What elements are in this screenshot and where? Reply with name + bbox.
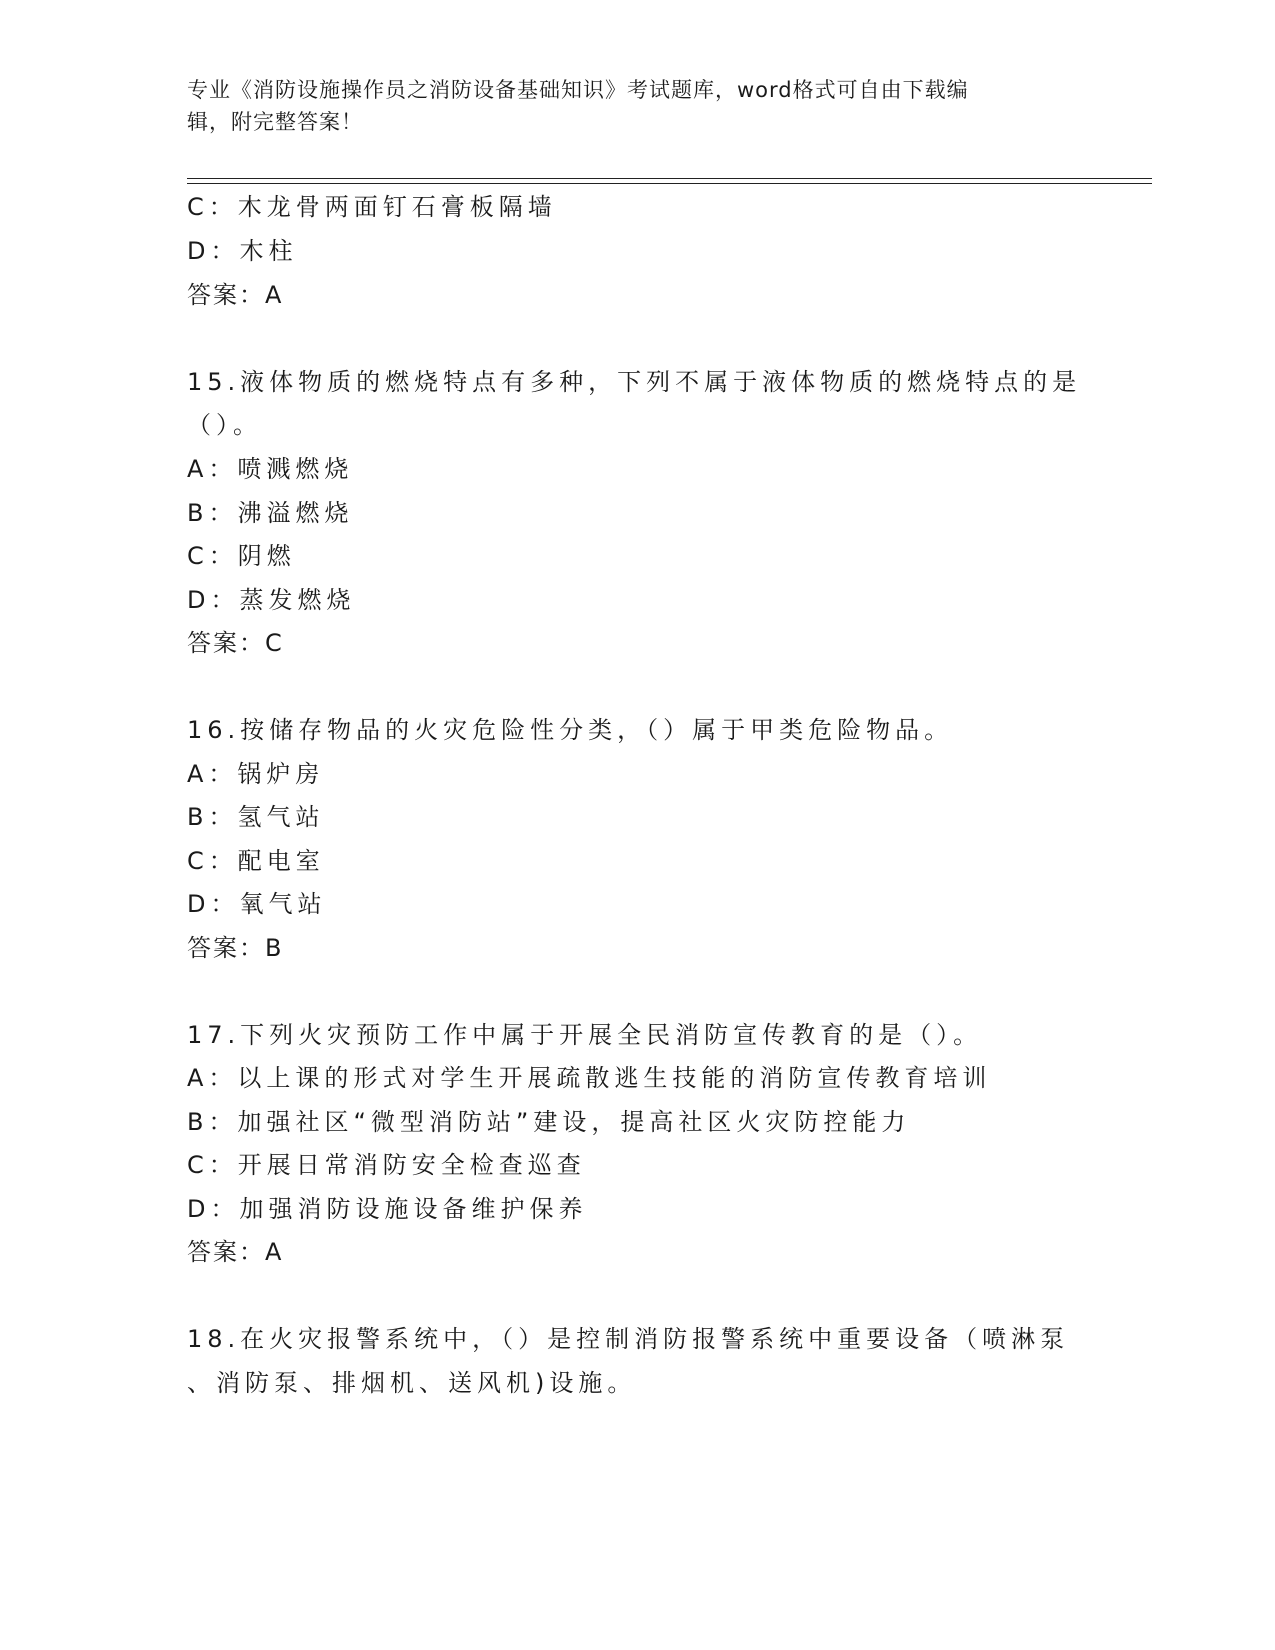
- header-line-1: 专业《消防设施操作员之消防设备基础知识》考试题库，word格式可自由下载编: [187, 78, 969, 102]
- q18-stem-line-1: 18.在火灾报警系统中，（）是控制消防报警系统中重要设备（喷淋泵: [187, 1325, 1070, 1353]
- q16-option-c: C：配电室: [187, 847, 325, 875]
- prev-answer: 答案：A: [187, 281, 284, 309]
- page-header: [187, 74, 1087, 138]
- q18-stem-line-2: 、消防泵、排烟机、送风机)设施。: [187, 1369, 637, 1397]
- q17-option-b: B：加强社区“微型消防站”建设，提高社区火灾防控能力: [187, 1108, 911, 1136]
- q15-option-d: D：蒸发燃烧: [187, 586, 356, 614]
- q16-option-b: B：氢气站: [187, 803, 325, 831]
- header-divider-top: [187, 178, 1152, 179]
- q15-answer: 答案：C: [187, 629, 284, 657]
- q16-option-a: A：锅炉房: [187, 760, 325, 788]
- q16-stem-line-1: 16.按储存物品的火灾危险性分类，（）属于甲类危险物品。: [187, 716, 954, 744]
- q15-option-a: A：喷溅燃烧: [187, 455, 354, 483]
- q17-option-a: A：以上课的形式对学生开展疏散逃生技能的消防宣传教育培训: [187, 1064, 992, 1092]
- prev-option-c: C：木龙骨两面钉石膏板隔墙: [187, 193, 557, 221]
- q16-answer: 答案：B: [187, 934, 284, 962]
- q17-option-d: D：加强消防设施设备维护保养: [187, 1195, 588, 1223]
- q15-stem-line-1: 15.液体物质的燃烧特点有多种，下列不属于液体物质的燃烧特点的是: [187, 368, 1082, 396]
- q16-option-d: D：氧气站: [187, 890, 327, 918]
- header-divider-bottom: [187, 183, 1152, 184]
- prev-option-d: D：木柱: [187, 237, 298, 265]
- header-line-2: 辑，附完整答案！: [187, 110, 363, 134]
- q15-stem-line-2: （）。: [187, 411, 262, 439]
- q17-option-c: C：开展日常消防安全检查巡查: [187, 1151, 586, 1179]
- q15-option-c: C：阴燃: [187, 542, 296, 570]
- q17-stem-line-1: 17.下列火灾预防工作中属于开展全民消防宣传教育的是（）。: [187, 1021, 983, 1049]
- q15-option-b: B：沸溢燃烧: [187, 499, 354, 527]
- q17-answer: 答案：A: [187, 1238, 284, 1266]
